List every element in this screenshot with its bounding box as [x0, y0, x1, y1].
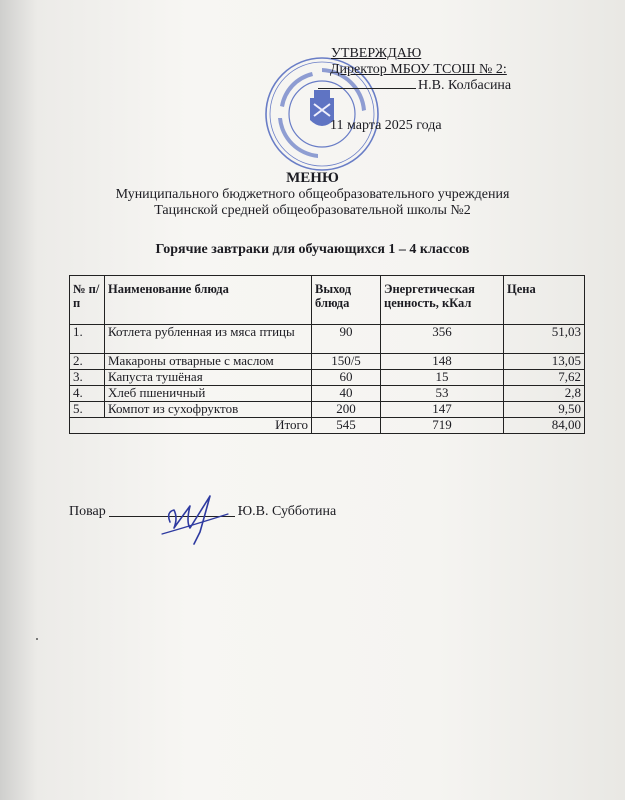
dish-price: 51,03 [504, 325, 585, 354]
dish-energy: 356 [381, 325, 504, 354]
row-number: 2. [70, 354, 105, 370]
table-row [70, 354, 585, 370]
dish-name: Макароны отварные с маслом [105, 354, 312, 370]
handwritten-signature [160, 488, 230, 546]
total-output: 545 [312, 418, 381, 434]
approve-word: УТВЕРЖДАЮ [331, 46, 422, 61]
dish-name: Хлеб пшеничный [105, 386, 312, 402]
row-number: 1. [70, 325, 105, 354]
table-header-row [70, 276, 585, 325]
dish-energy: 53 [381, 386, 504, 402]
table-row [70, 386, 585, 402]
approver-name: Н.В. Колбасина [418, 78, 512, 93]
signature-line [318, 88, 416, 89]
approver-position: Директор МБОУ ТСОШ № 2: [330, 62, 507, 77]
dish-output: 60 [312, 370, 381, 386]
column-header-energy: Энергетическая ценность, кКал [381, 276, 504, 325]
dish-name: Компот из сухофруктов [105, 402, 312, 418]
row-number: 4. [70, 386, 105, 402]
dish-output: 40 [312, 386, 381, 402]
dish-energy: 148 [381, 354, 504, 370]
dish-price: 2,8 [504, 386, 585, 402]
table-total-row [70, 418, 585, 434]
dish-output: 150/5 [312, 354, 381, 370]
menu-table [69, 275, 585, 434]
approval-date: 11 марта 2025 года [330, 118, 442, 133]
dish-output: 90 [312, 325, 381, 354]
row-number: 3. [70, 370, 105, 386]
dish-name: Котлета рубленная из мяса птицы [105, 325, 312, 354]
column-header-dish: Наименование блюда [105, 276, 312, 325]
dish-price: 9,50 [504, 402, 585, 418]
dish-price: 13,05 [504, 354, 585, 370]
dish-name: Капуста тушёная [105, 370, 312, 386]
cook-name: Ю.В. Субботина [237, 504, 337, 519]
dish-energy: 147 [381, 402, 504, 418]
column-header-number: № п/п [70, 276, 105, 325]
total-price: 84,00 [504, 418, 585, 434]
row-number: 5. [70, 402, 105, 418]
approval-block [318, 46, 511, 94]
column-header-price: Цена [504, 276, 585, 325]
total-label: Итого [70, 418, 312, 434]
column-header-output: Выход блюда [312, 276, 381, 325]
table-row [70, 370, 585, 386]
table-row [70, 325, 585, 354]
dish-energy: 15 [381, 370, 504, 386]
dish-price: 7,62 [504, 370, 585, 386]
total-energy: 719 [381, 418, 504, 434]
menu-title: МЕНЮ [286, 170, 339, 186]
cook-label: Повар [69, 504, 106, 519]
menu-subtitle: Горячие завтраки для обучающихся 1 – 4 классов [155, 242, 470, 257]
table-row [70, 402, 585, 418]
organization-line-1: Муниципального бюджетного общеобразовательного учреждения [115, 187, 510, 202]
dish-output: 200 [312, 402, 381, 418]
paper-speck [36, 638, 38, 640]
organization-line-2: Тацинской средней общеобразовательной школы №2 [154, 203, 471, 218]
